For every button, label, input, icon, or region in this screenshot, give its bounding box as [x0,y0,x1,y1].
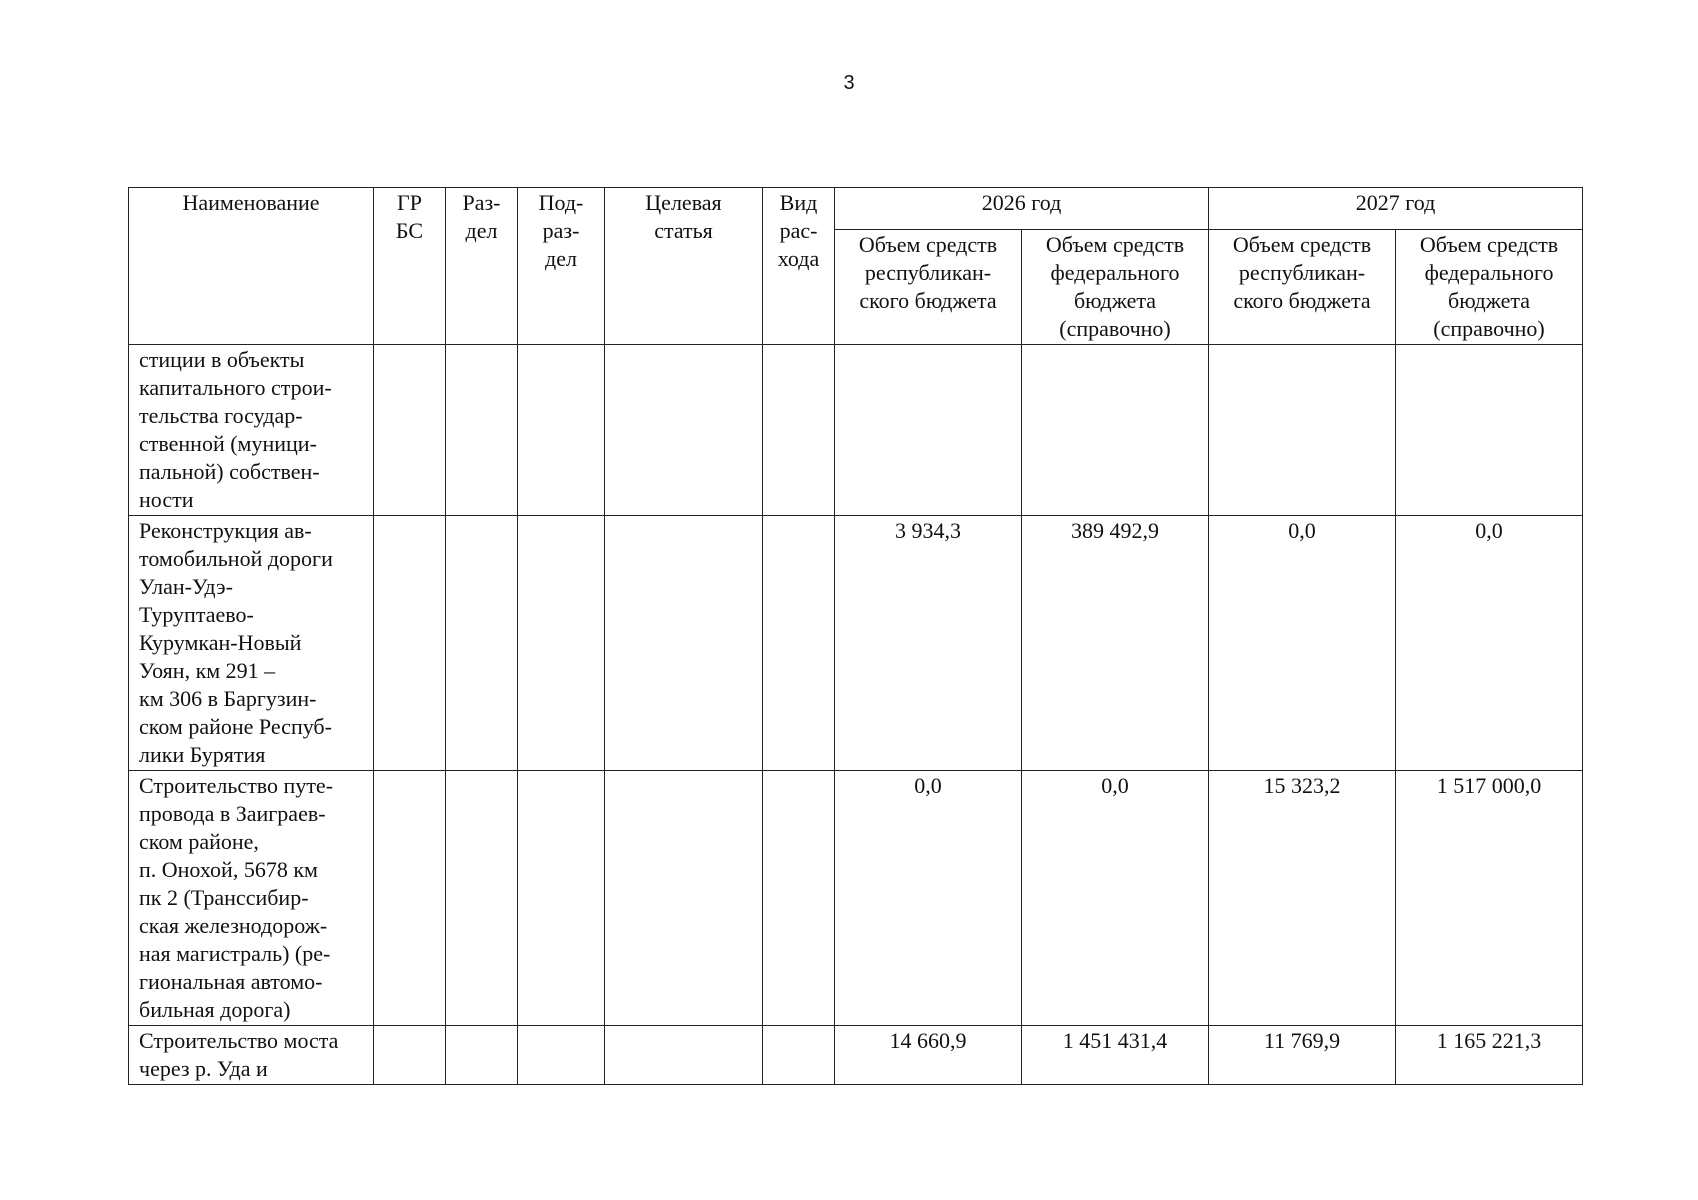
row-vid [763,516,835,771]
row-celevaya [605,516,763,771]
header-row-1 [129,188,1583,230]
row-vid [763,1026,835,1085]
table-row [129,516,1583,771]
row-grbs [374,516,446,771]
table-row [129,771,1583,1026]
table-row [129,1026,1583,1085]
header-rep-budget-2027: Объем средств республикан- ского бюджета [1209,230,1396,345]
header-razdel: Раз- дел [446,188,518,345]
header-celevaya-statya: Целевая статья [605,188,763,345]
row-podrazdel [518,516,605,771]
row-celevaya [605,771,763,1026]
header-name: Наименование [129,188,374,345]
row-name: Строительство путе- провода в Заиграев- ском районе, п. Онохой, 5678 км пк 2 (Транссибир- ская железнодорож- ная магистраль) (ре- гиональная автомо- бильная дорога) [129,771,374,1026]
row-rep-2027 [1209,345,1396,516]
page-number: 3 [843,72,855,94]
row-rep-2026 [835,345,1022,516]
row-razdel [446,1026,518,1085]
row-name: стиции в объекты капитального строи- тельства государ- ственной (муници- пальной) собствен- ности [129,345,374,516]
header-grbs: ГР БС [374,188,446,345]
header-rep-budget-2026: Объем средств республикан- ского бюджета [835,230,1022,345]
header-year-2026: 2026 год [835,188,1209,230]
header-fed-budget-2027: Объем средств федерального бюджета (справочно) [1396,230,1583,345]
row-podrazdel [518,771,605,1026]
row-fed-2027: 1 517 000,0 [1396,771,1583,1026]
row-rep-2026: 0,0 [835,771,1022,1026]
row-podrazdel [518,345,605,516]
row-vid [763,771,835,1026]
row-fed-2027: 0,0 [1396,516,1583,771]
row-podrazdel [518,1026,605,1085]
row-rep-2027: 15 323,2 [1209,771,1396,1026]
row-celevaya [605,345,763,516]
row-name: Реконструкция ав- томобильной дороги Улан-Удэ- Туруптаево- Курумкан-Новый Уоян, км 291 – км 306 в Баргузин- ском районе Респуб- лики Бурятия [129,516,374,771]
row-grbs [374,345,446,516]
header-vid-raskhoda: Вид рас- хода [763,188,835,345]
row-rep-2026: 3 934,3 [835,516,1022,771]
header-year-2027: 2027 год [1209,188,1583,230]
row-vid [763,345,835,516]
table-row [129,345,1583,516]
header-podrazdel: Под- раз- дел [518,188,605,345]
row-celevaya [605,1026,763,1085]
row-rep-2027: 0,0 [1209,516,1396,771]
row-fed-2027: 1 165 221,3 [1396,1026,1583,1085]
row-fed-2026: 389 492,9 [1022,516,1209,771]
budget-table [128,187,1583,1085]
row-rep-2026: 14 660,9 [835,1026,1022,1085]
row-fed-2026 [1022,345,1209,516]
row-name: Строительство моста через р. Уда и [129,1026,374,1085]
row-grbs [374,1026,446,1085]
row-razdel [446,771,518,1026]
row-fed-2026: 0,0 [1022,771,1209,1026]
header-fed-budget-2026: Объем средств федерального бюджета (справочно) [1022,230,1209,345]
row-fed-2026: 1 451 431,4 [1022,1026,1209,1085]
row-razdel [446,345,518,516]
row-razdel [446,516,518,771]
row-grbs [374,771,446,1026]
row-fed-2027 [1396,345,1583,516]
row-rep-2027: 11 769,9 [1209,1026,1396,1085]
